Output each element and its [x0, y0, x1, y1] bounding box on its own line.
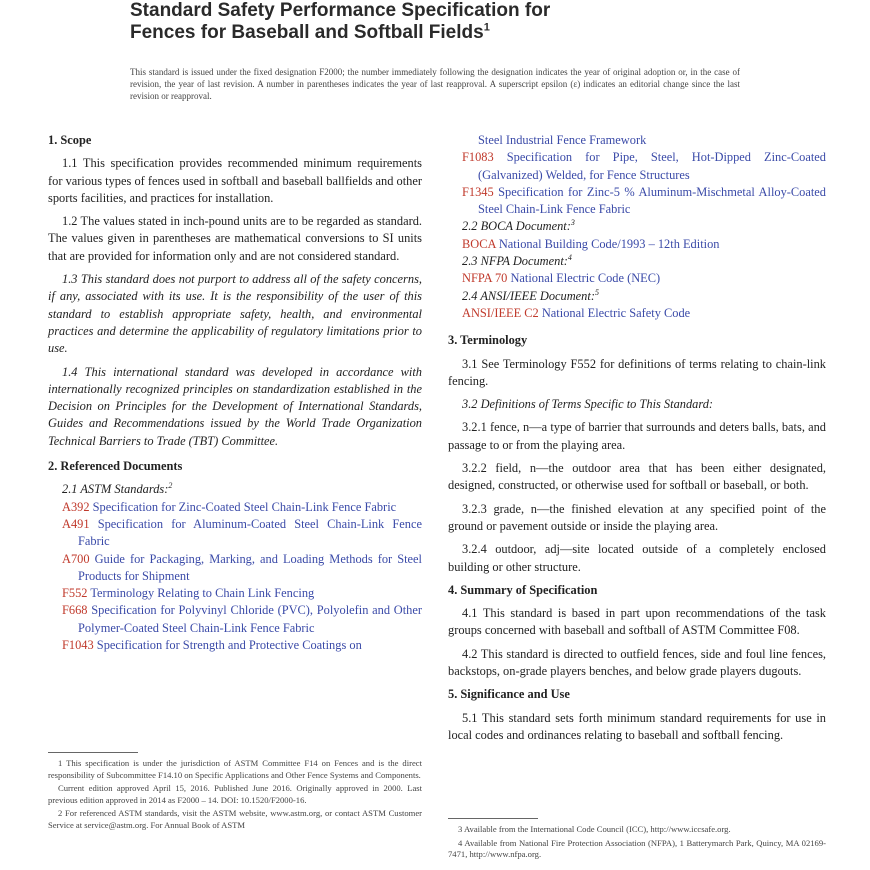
reference-item[interactable]: F1043 Specification for Strength and Protective Coatings on — [62, 638, 362, 653]
issuance-note: This standard is issued under the fixed designation F2000; the number immediately following the designation indicates the year of original adoption or, in the case of revision, the year of last revision. A number in parentheses indicates the year of last reapproval. A superscript epsilon (ε) indicates an editorial change since the last revision or reapproval. — [130, 67, 740, 101]
footnote-1: 1 This specification is under the jurisdiction of ASTM Committee F14 on Fences and is the direct responsibility of Subcommittee F14.10 on Specific Applications and Other Fence Systems and Components. — [48, 758, 422, 780]
title-line-2: Fences for Baseball and Softball Fields — [130, 22, 484, 43]
title-line-1: Standard Safety Performance Specification for — [130, 0, 551, 21]
reference-item[interactable]: ANSI/IEEE C2 National Electric Safety Code — [462, 305, 691, 320]
ansi-subheading: 2.4 ANSI/IEEE Document:$^5$ — [462, 287, 599, 303]
footnote-2: 2 For referenced ASTM standards, visit the ASTM website, www.astm.org, or contact ASTM Customer Service at service@astm.org. For Annual Book of ASTM — [48, 808, 422, 830]
reference-item[interactable]: F668 Specification for Polyvinyl Chloride (PVC), Polyolefin and Other Polymer-Coated Steel Chain-Link Fence Fabric — [62, 603, 422, 635]
reference-item[interactable]: A700 Guide for Packaging, Marking, and Loading Methods for Steel Products for Shipment — [62, 551, 422, 583]
footnote-rule-right — [448, 818, 538, 819]
boca-subheading: 2.2 BOCA Document:$^3$ — [462, 218, 575, 234]
reference-item[interactable]: F552 Terminology Relating to Chain Link Fencing — [62, 586, 315, 601]
title-footnote-marker: 1 — [483, 21, 490, 34]
reference-item[interactable]: A491 Specification for Aluminum-Coated Steel Chain-Link Fence Fabric — [62, 516, 422, 549]
paragraph-5-1: 5.1 This standard sets forth minimum standard requirements for use in local codes and ordinances relating to baseball and softball fencing. — [448, 710, 826, 742]
reference-item[interactable]: BOCA National Building Code/1993 – 12th Edition — [462, 236, 720, 251]
paragraph-3-2-1: 3.2.1 fence, n—a type of barrier that surrounds and deters balls, bats, and passage to or from the playing area. — [448, 420, 826, 452]
paragraph-4-2: 4.2 This standard is directed to outfield fences, side and foul line fences, backstops, on-grade players benches, and below grade players dugouts. — [448, 646, 826, 679]
paragraph-1-1: 1.1 This specification provides recommended minimum requirements for various types of fences used in softball and baseball ballfields and other sports facilities, and practices for installation. — [48, 156, 422, 205]
reference-item[interactable]: F1083 Specification for Pipe, Steel, Hot-Dipped Zinc-Coated (Galvanized) Welded, for Fence Structures — [462, 150, 826, 182]
reference-item[interactable]: NFPA 70 National Electric Code (NEC) — [462, 271, 661, 286]
reference-item-continued[interactable]: Steel Industrial Fence Framework — [478, 133, 647, 147]
nfpa-subheading: 2.3 NFPA Document:$^4$ — [462, 252, 572, 269]
footnote-3: 3 Available from the International Code Council (ICC), http://www.iccsafe.org. — [458, 824, 731, 834]
paragraph-3-2-4: 3.2.4 outdoor, adj—site located outside of a completely enclosed building or other structure. — [448, 542, 826, 574]
section-heading-referenced-documents: 2. Referenced Documents — [48, 459, 183, 474]
section-heading-significance: 5. Significance and Use — [448, 687, 570, 702]
left-column — [48, 132, 422, 654]
paragraph-1-4: 1.4 This international standard was developed in accordance with internationally recognized principles on standardization established in the Decision on Principles for the Development of International Standards, Guides and Recommendations issued by the World Trade Organization Technical Barriers to Trade (TBT) Committee. — [48, 364, 422, 448]
paragraph-3-2: 3.2 Definitions of Terms Specific to This Standard: — [462, 397, 714, 412]
paragraph-1-3: 1.3 This standard does not purport to address all of the safety concerns, if any, associated with its use. It is the responsibility of the user of this standard to establish appropriate safety, health, and environmental practices and determine the applicability of regulatory limitations prior to use. — [48, 272, 422, 356]
paragraph-3-2-3: 3.2.3 grade, n—the finished elevation at any specified point of the ground or pavement outside or inside the playing area. — [448, 501, 826, 533]
reference-item[interactable]: F1345 Specification for Zinc-5 % Aluminum-Mischmetal Alloy-Coated Steel Chain-Link Fence Fabric — [462, 184, 826, 217]
section-heading-summary: 4. Summary of Specification — [448, 582, 598, 597]
footnote-rule-left — [48, 752, 138, 753]
document-title — [130, 0, 830, 44]
astm-standards-subheading: 2.1 ASTM Standards:$^2$ — [62, 481, 173, 497]
reference-item[interactable]: A392 Specification for Zinc-Coated Steel Chain-Link Fence Fabric — [62, 499, 397, 514]
footnotes-left — [48, 758, 422, 834]
footnotes-right — [448, 824, 826, 863]
footnote-edition: Current edition approved April 15, 2016. Published June 2016. Originally approved in 2000. Last previous edition approved in 2014 as F2000 – 14. DOI: 10.1520/F2000-16. — [48, 783, 422, 805]
right-column — [448, 132, 826, 750]
section-heading-scope: 1. Scope — [48, 133, 92, 147]
footnote-4: 4 Available from National Fire Protection Association (NFPA), 1 Batterymarch Park, Quincy, MA 02169-7471, http://www.nfpa.org. — [448, 837, 826, 860]
paragraph-3-2-2: 3.2.2 field, n—the outdoor area that has been either designated, designed, constructed, or otherwise used for softball or baseball, or both. — [448, 461, 826, 493]
paragraph-3-1: 3.1 See Terminology F552 for definitions of terms relating to chain-link fencing. — [448, 356, 826, 388]
paragraph-4-1: 4.1 This standard is based in part upon recommendations of the task groups concerned with baseball and softball of ASTM Committee F08. — [448, 606, 826, 638]
section-heading-terminology: 3. Terminology — [448, 333, 528, 348]
paragraph-1-2: 1.2 The values stated in inch-pound units are to be regarded as standard. The values given in parentheses are mathematical conversions to SI units that are provided for information only and are not considered standard. — [48, 214, 422, 263]
